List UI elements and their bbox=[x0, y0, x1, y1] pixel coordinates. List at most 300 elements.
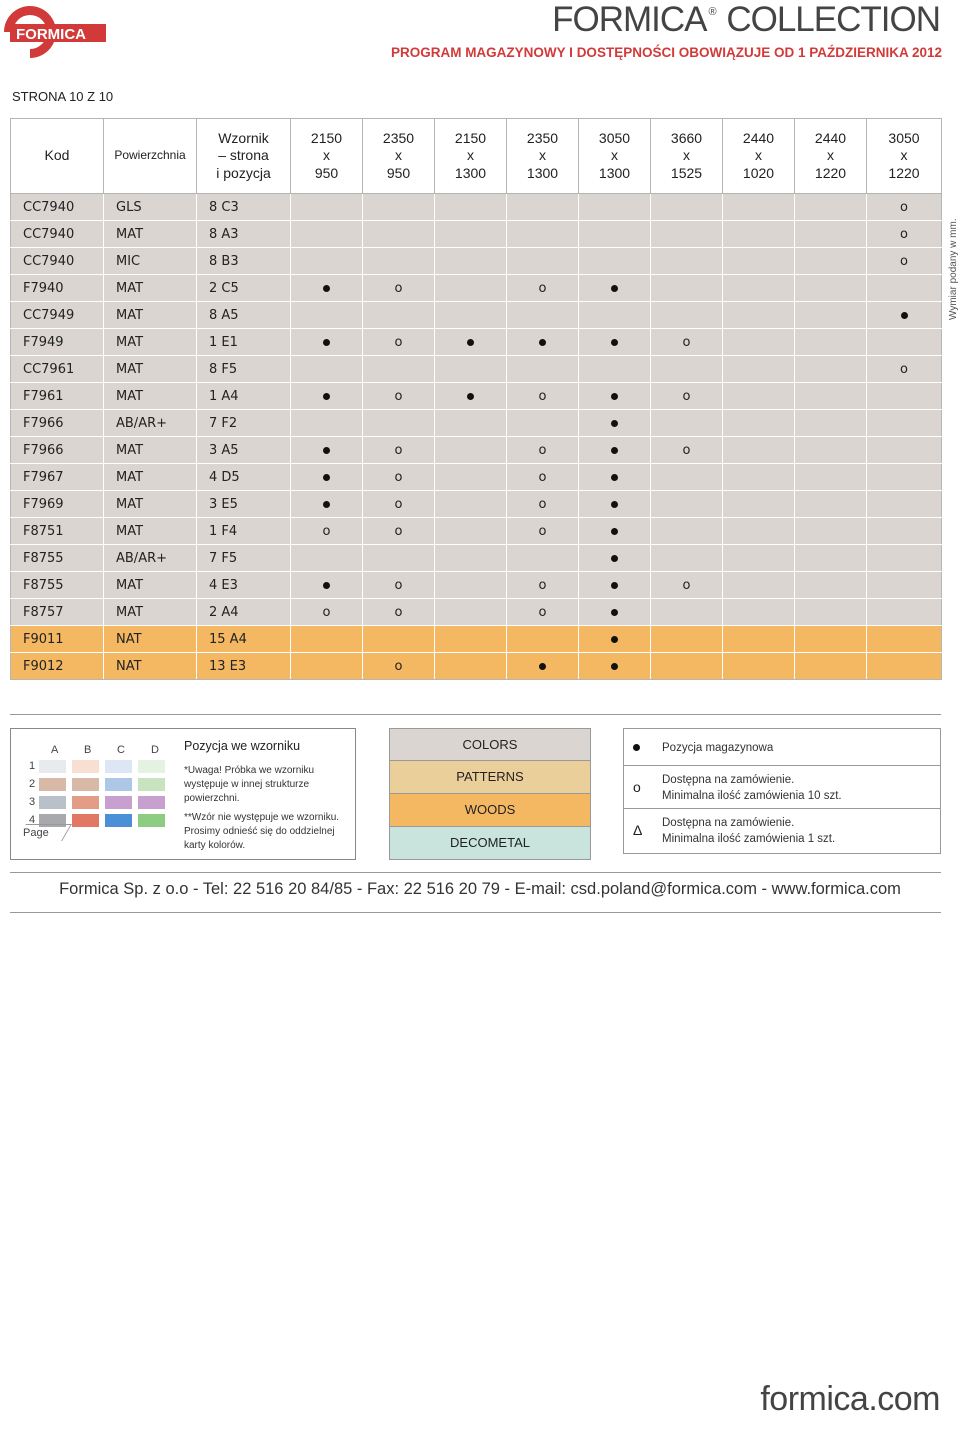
stock-dot-icon bbox=[323, 447, 330, 454]
availability-cell bbox=[723, 518, 795, 545]
sample-position-cell: 4 D5 bbox=[197, 464, 291, 491]
code-cell: F8757 bbox=[11, 599, 104, 626]
availability-cell bbox=[363, 626, 435, 653]
surface-cell: MAT bbox=[104, 383, 197, 410]
availability-cell bbox=[363, 194, 435, 221]
divider-footer-top bbox=[10, 872, 941, 873]
availability-cell bbox=[867, 626, 942, 653]
availability-cell bbox=[507, 626, 579, 653]
swatch-cell bbox=[105, 814, 132, 827]
column-header: 2150 x 950 bbox=[291, 119, 363, 194]
availability-cell bbox=[291, 626, 363, 653]
availability-cell: o bbox=[363, 329, 435, 356]
table-body bbox=[11, 194, 942, 680]
availability-cell bbox=[651, 302, 723, 329]
brand-title bbox=[552, 0, 940, 40]
table-header-row bbox=[11, 119, 942, 194]
swatch-cell bbox=[72, 778, 99, 791]
availability-cell bbox=[579, 599, 651, 626]
availability-cell bbox=[723, 221, 795, 248]
column-header: 2440 x 1020 bbox=[723, 119, 795, 194]
stock-dot-icon bbox=[611, 474, 618, 481]
availability-cell bbox=[507, 221, 579, 248]
code-cell: F8751 bbox=[11, 518, 104, 545]
swatch-cell bbox=[105, 796, 132, 809]
availability-cell: o bbox=[363, 653, 435, 680]
availability-cell bbox=[867, 518, 942, 545]
availability-cell bbox=[579, 545, 651, 572]
swatch-cell bbox=[72, 760, 99, 773]
surface-cell: MAT bbox=[104, 221, 197, 248]
code-cell: F8755 bbox=[11, 545, 104, 572]
symbol-description: Dostępna na zamówienie. Minimalna ilość zamówienia 1 szt. bbox=[662, 817, 836, 845]
sample-position-cell: 3 E5 bbox=[197, 491, 291, 518]
brand-title-main: FORMICA bbox=[552, 0, 707, 39]
availability-cell: o bbox=[291, 518, 363, 545]
table-row bbox=[11, 248, 942, 275]
availability-cell bbox=[723, 545, 795, 572]
stock-dot-icon bbox=[611, 555, 618, 562]
stock-dot-icon bbox=[633, 739, 640, 755]
stock-dot-icon bbox=[539, 339, 546, 346]
table-row bbox=[11, 572, 942, 599]
availability-cell bbox=[435, 356, 507, 383]
code-cell: F7940 bbox=[11, 275, 104, 302]
swatch-cell bbox=[105, 778, 132, 791]
stock-dot-icon bbox=[611, 393, 618, 400]
table-row bbox=[11, 653, 942, 680]
availability-cell bbox=[579, 491, 651, 518]
symbol-legend-row bbox=[624, 766, 940, 809]
availability-cell bbox=[291, 329, 363, 356]
availability-cell: o bbox=[867, 248, 942, 275]
stock-dot-icon bbox=[611, 528, 618, 535]
table-row bbox=[11, 410, 942, 437]
availability-cell: o bbox=[507, 383, 579, 410]
availability-cell bbox=[363, 545, 435, 572]
availability-cell bbox=[723, 464, 795, 491]
order-circle-icon: o bbox=[633, 778, 641, 795]
availability-cell: o bbox=[651, 329, 723, 356]
code-cell: F7949 bbox=[11, 329, 104, 356]
availability-cell bbox=[651, 275, 723, 302]
availability-cell bbox=[291, 248, 363, 275]
availability-cell bbox=[795, 275, 867, 302]
availability-cell: o bbox=[651, 383, 723, 410]
code-cell: F7961 bbox=[11, 383, 104, 410]
availability-cell bbox=[507, 248, 579, 275]
availability-cell bbox=[723, 356, 795, 383]
availability-cell bbox=[579, 518, 651, 545]
availability-cell bbox=[651, 491, 723, 518]
availability-cell bbox=[795, 653, 867, 680]
availability-cell: o bbox=[867, 194, 942, 221]
category-decometal: DECOMETAL bbox=[389, 827, 591, 860]
availability-cell bbox=[579, 626, 651, 653]
availability-cell bbox=[435, 653, 507, 680]
availability-cell bbox=[723, 248, 795, 275]
code-cell: CC7940 bbox=[11, 221, 104, 248]
surface-cell: GLS bbox=[104, 194, 197, 221]
availability-cell bbox=[867, 464, 942, 491]
availability-cell bbox=[795, 302, 867, 329]
availability-cell bbox=[579, 572, 651, 599]
stock-dot-icon bbox=[467, 393, 474, 400]
availability-cell: o bbox=[363, 491, 435, 518]
code-cell: F8755 bbox=[11, 572, 104, 599]
availability-cell bbox=[867, 383, 942, 410]
symbol-legend-row bbox=[624, 809, 940, 853]
availability-cell bbox=[435, 518, 507, 545]
availability-cell: o bbox=[507, 572, 579, 599]
availability-cell: o bbox=[363, 572, 435, 599]
sample-position-cell: 1 F4 bbox=[197, 518, 291, 545]
availability-cell bbox=[435, 545, 507, 572]
availability-cell bbox=[723, 653, 795, 680]
availability-cell bbox=[291, 437, 363, 464]
website-brand: formica.com bbox=[760, 1380, 940, 1418]
availability-cell bbox=[363, 302, 435, 329]
surface-cell: MAT bbox=[104, 464, 197, 491]
sample-position-cell: 8 F5 bbox=[197, 356, 291, 383]
availability-cell bbox=[579, 410, 651, 437]
swatch-column-label: D bbox=[151, 744, 159, 756]
availability-cell bbox=[435, 329, 507, 356]
availability-cell bbox=[435, 248, 507, 275]
availability-cell bbox=[651, 248, 723, 275]
dimension-note: Wymiar podany w mm. bbox=[948, 218, 959, 320]
stock-dot-icon bbox=[611, 447, 618, 454]
surface-cell: MAT bbox=[104, 356, 197, 383]
table-row bbox=[11, 275, 942, 302]
sample-position-cell: 8 A3 bbox=[197, 221, 291, 248]
surface-cell: MAT bbox=[104, 518, 197, 545]
availability-cell bbox=[435, 626, 507, 653]
availability-cell bbox=[507, 194, 579, 221]
availability-cell bbox=[435, 464, 507, 491]
swatch-cell bbox=[72, 814, 99, 827]
surface-cell: MAT bbox=[104, 572, 197, 599]
stock-dot-icon bbox=[611, 339, 618, 346]
availability-cell: o bbox=[507, 518, 579, 545]
availability-cell: o bbox=[507, 275, 579, 302]
sample-position-legend bbox=[10, 728, 356, 860]
availability-cell bbox=[867, 491, 942, 518]
brand-title-tail: COLLECTION bbox=[726, 0, 940, 39]
availability-cell: o bbox=[363, 518, 435, 545]
availability-cell bbox=[291, 194, 363, 221]
column-header: 3050 x 1300 bbox=[579, 119, 651, 194]
sample-position-cell: 2 A4 bbox=[197, 599, 291, 626]
availability-cell bbox=[795, 383, 867, 410]
code-cell: CC7949 bbox=[11, 302, 104, 329]
surface-cell: AB/AR+ bbox=[104, 410, 197, 437]
sample-position-cell: 7 F5 bbox=[197, 545, 291, 572]
availability-cell bbox=[363, 248, 435, 275]
symbol-legend bbox=[623, 728, 941, 854]
availability-cell bbox=[291, 545, 363, 572]
availability-cell bbox=[435, 437, 507, 464]
availability-cell bbox=[795, 545, 867, 572]
sample-position-cell: 8 A5 bbox=[197, 302, 291, 329]
availability-cell bbox=[651, 626, 723, 653]
availability-cell bbox=[291, 356, 363, 383]
column-header: 2350 x 950 bbox=[363, 119, 435, 194]
availability-cell bbox=[795, 491, 867, 518]
availability-cell bbox=[579, 275, 651, 302]
availability-cell bbox=[291, 491, 363, 518]
availability-cell bbox=[723, 599, 795, 626]
availability-cell bbox=[795, 572, 867, 599]
stock-dot-icon bbox=[611, 582, 618, 589]
availability-cell bbox=[867, 329, 942, 356]
availability-cell bbox=[867, 410, 942, 437]
availability-cell: o bbox=[507, 437, 579, 464]
swatch-column-label: C bbox=[117, 744, 125, 756]
availability-cell bbox=[579, 302, 651, 329]
availability-cell bbox=[507, 329, 579, 356]
stock-dot-icon bbox=[611, 420, 618, 427]
stock-dot-icon bbox=[323, 339, 330, 346]
swatch-row-label: 1 bbox=[29, 760, 36, 772]
availability-cell bbox=[507, 545, 579, 572]
swatch-column-label: A bbox=[51, 744, 59, 756]
availability-cell bbox=[723, 437, 795, 464]
table-row bbox=[11, 383, 942, 410]
divider-top bbox=[10, 714, 941, 715]
swatch-row-label: 3 bbox=[29, 796, 36, 808]
table-row bbox=[11, 329, 942, 356]
logo-text: FORMICA bbox=[16, 26, 86, 43]
availability-cell: o bbox=[363, 464, 435, 491]
availability-cell bbox=[795, 599, 867, 626]
code-cell: F9012 bbox=[11, 653, 104, 680]
availability-cell bbox=[867, 545, 942, 572]
sample-position-cell: 4 E3 bbox=[197, 572, 291, 599]
availability-cell bbox=[867, 275, 942, 302]
swatch-column-label: B bbox=[84, 744, 92, 756]
code-cell: CC7940 bbox=[11, 248, 104, 275]
surface-cell: MAT bbox=[104, 599, 197, 626]
availability-cell bbox=[795, 248, 867, 275]
availability-cell bbox=[651, 653, 723, 680]
page-tab-label: Page bbox=[23, 827, 49, 839]
availability-cell bbox=[291, 572, 363, 599]
availability-cell bbox=[435, 275, 507, 302]
column-header: Wzornik – strona i pozycja bbox=[197, 119, 291, 194]
availability-cell: o bbox=[867, 356, 942, 383]
surface-cell: NAT bbox=[104, 626, 197, 653]
category-colors: COLORS bbox=[389, 728, 591, 761]
stock-dot-icon bbox=[323, 474, 330, 481]
registered-mark: ® bbox=[708, 6, 716, 18]
availability-cell bbox=[579, 329, 651, 356]
swatch-cell bbox=[138, 760, 165, 773]
availability-cell bbox=[579, 221, 651, 248]
availability-cell bbox=[867, 302, 942, 329]
availability-cell: o bbox=[507, 464, 579, 491]
sample-position-cell: 3 A5 bbox=[197, 437, 291, 464]
contact-footer: Formica Sp. z o.o - Tel: 22 516 20 84/85 - Fax: 22 516 20 79 - E-mail: csd.poland@formica.com - www.formica.com bbox=[59, 880, 901, 898]
availability-cell bbox=[291, 221, 363, 248]
formica-logo bbox=[2, 4, 110, 58]
table-row bbox=[11, 437, 942, 464]
availability-cell bbox=[435, 221, 507, 248]
availability-cell bbox=[651, 545, 723, 572]
divider-footer-bottom bbox=[10, 912, 941, 913]
symbol-legend-row bbox=[624, 729, 940, 766]
column-header: 3660 x 1525 bbox=[651, 119, 723, 194]
availability-cell bbox=[579, 248, 651, 275]
availability-cell bbox=[723, 275, 795, 302]
swatch-cell bbox=[138, 796, 165, 809]
column-header: 2440 x 1220 bbox=[795, 119, 867, 194]
availability-cell bbox=[435, 491, 507, 518]
swatch-cell bbox=[138, 814, 165, 827]
availability-cell bbox=[723, 302, 795, 329]
availability-cell bbox=[795, 194, 867, 221]
availability-cell bbox=[651, 464, 723, 491]
column-header: Kod bbox=[11, 119, 104, 194]
availability-cell bbox=[291, 464, 363, 491]
availability-cell bbox=[507, 356, 579, 383]
availability-cell bbox=[579, 464, 651, 491]
stock-dot-icon bbox=[539, 663, 546, 670]
page-indicator: STRONA 10 Z 10 bbox=[12, 89, 114, 104]
swatch-note-2: **Wzór nie występuje we wzorniku. Prosimy odnieść się do oddzielnej karty kolorów. bbox=[184, 812, 340, 851]
availability-cell bbox=[291, 410, 363, 437]
sample-position-cell: 1 A4 bbox=[197, 383, 291, 410]
swatch-title: Pozycja we wzorniku bbox=[184, 739, 301, 753]
availability-cell bbox=[867, 599, 942, 626]
table-row bbox=[11, 302, 942, 329]
availability-cell bbox=[723, 626, 795, 653]
code-cell: CC7940 bbox=[11, 194, 104, 221]
availability-cell bbox=[723, 383, 795, 410]
table-row bbox=[11, 599, 942, 626]
availability-cell bbox=[795, 329, 867, 356]
surface-cell: MAT bbox=[104, 437, 197, 464]
surface-cell: MAT bbox=[104, 275, 197, 302]
table-row bbox=[11, 545, 942, 572]
availability-cell bbox=[867, 653, 942, 680]
stock-dot-icon bbox=[901, 312, 908, 319]
surface-cell: NAT bbox=[104, 653, 197, 680]
swatch-cell bbox=[138, 778, 165, 791]
column-header: 2350 x 1300 bbox=[507, 119, 579, 194]
availability-cell bbox=[579, 383, 651, 410]
availability-cell bbox=[579, 356, 651, 383]
availability-cell bbox=[291, 383, 363, 410]
stock-dot-icon bbox=[611, 501, 618, 508]
category-legend bbox=[389, 728, 591, 860]
availability-cell: o bbox=[867, 221, 942, 248]
stock-dot-icon bbox=[611, 663, 618, 670]
table-row bbox=[11, 518, 942, 545]
availability-cell bbox=[291, 275, 363, 302]
availability-cell bbox=[723, 572, 795, 599]
swatch-cell bbox=[39, 796, 66, 809]
availability-cell bbox=[435, 572, 507, 599]
availability-cell bbox=[651, 356, 723, 383]
availability-cell: o bbox=[363, 599, 435, 626]
swatch-row-label: 4 bbox=[29, 814, 36, 826]
table-row bbox=[11, 194, 942, 221]
stock-dot-icon bbox=[323, 582, 330, 589]
availability-cell bbox=[795, 437, 867, 464]
availability-cell bbox=[795, 410, 867, 437]
column-header: 3050 x 1220 bbox=[867, 119, 942, 194]
availability-cell bbox=[435, 383, 507, 410]
availability-cell bbox=[507, 653, 579, 680]
stock-dot-icon bbox=[611, 609, 618, 616]
swatch-cell bbox=[39, 778, 66, 791]
availability-cell bbox=[507, 410, 579, 437]
availability-cell bbox=[651, 194, 723, 221]
sample-position-cell: 15 A4 bbox=[197, 626, 291, 653]
sample-position-cell: 1 E1 bbox=[197, 329, 291, 356]
sample-position-cell: 7 F2 bbox=[197, 410, 291, 437]
table-row bbox=[11, 221, 942, 248]
program-title: PROGRAM MAGAZYNOWY I DOSTĘPNOŚCI OBOWIĄZUJE OD 1 PAŹDZIERNIKA 2012 bbox=[390, 45, 942, 60]
availability-cell bbox=[579, 194, 651, 221]
availability-cell bbox=[291, 302, 363, 329]
stock-dot-icon bbox=[323, 285, 330, 292]
availability-cell: o bbox=[651, 572, 723, 599]
availability-cell: o bbox=[363, 275, 435, 302]
availability-cell: o bbox=[651, 437, 723, 464]
availability-cell: o bbox=[363, 383, 435, 410]
symbol-description: Pozycja magazynowa bbox=[662, 741, 774, 754]
sample-position-cell: 13 E3 bbox=[197, 653, 291, 680]
surface-cell: MAT bbox=[104, 491, 197, 518]
availability-cell bbox=[723, 194, 795, 221]
sample-position-cell: 8 C3 bbox=[197, 194, 291, 221]
code-cell: CC7961 bbox=[11, 356, 104, 383]
code-cell: F7967 bbox=[11, 464, 104, 491]
availability-cell bbox=[723, 410, 795, 437]
availability-cell bbox=[795, 626, 867, 653]
table-row bbox=[11, 626, 942, 653]
availability-cell: o bbox=[507, 599, 579, 626]
availability-cell bbox=[363, 221, 435, 248]
surface-cell: MIC bbox=[104, 248, 197, 275]
availability-cell bbox=[867, 572, 942, 599]
code-cell: F9011 bbox=[11, 626, 104, 653]
stock-dot-icon bbox=[323, 393, 330, 400]
availability-cell bbox=[867, 437, 942, 464]
sample-position-cell: 2 C5 bbox=[197, 275, 291, 302]
swatch-row-label: 2 bbox=[29, 778, 36, 790]
swatch-cell bbox=[39, 760, 66, 773]
availability-cell bbox=[651, 410, 723, 437]
availability-cell bbox=[795, 464, 867, 491]
availability-cell bbox=[795, 518, 867, 545]
availability-cell bbox=[435, 194, 507, 221]
availability-cell bbox=[435, 599, 507, 626]
code-cell: F7969 bbox=[11, 491, 104, 518]
sample-position-cell: 8 B3 bbox=[197, 248, 291, 275]
symbol-description: Dostępna na zamówienie. Minimalna ilość zamówienia 10 szt. bbox=[662, 773, 842, 802]
table-row bbox=[11, 464, 942, 491]
availability-cell bbox=[579, 437, 651, 464]
availability-cell bbox=[435, 302, 507, 329]
order-triangle-icon: Δ bbox=[633, 822, 643, 838]
availability-table bbox=[10, 118, 942, 680]
availability-cell bbox=[291, 653, 363, 680]
availability-cell bbox=[579, 653, 651, 680]
availability-cell: o bbox=[363, 437, 435, 464]
